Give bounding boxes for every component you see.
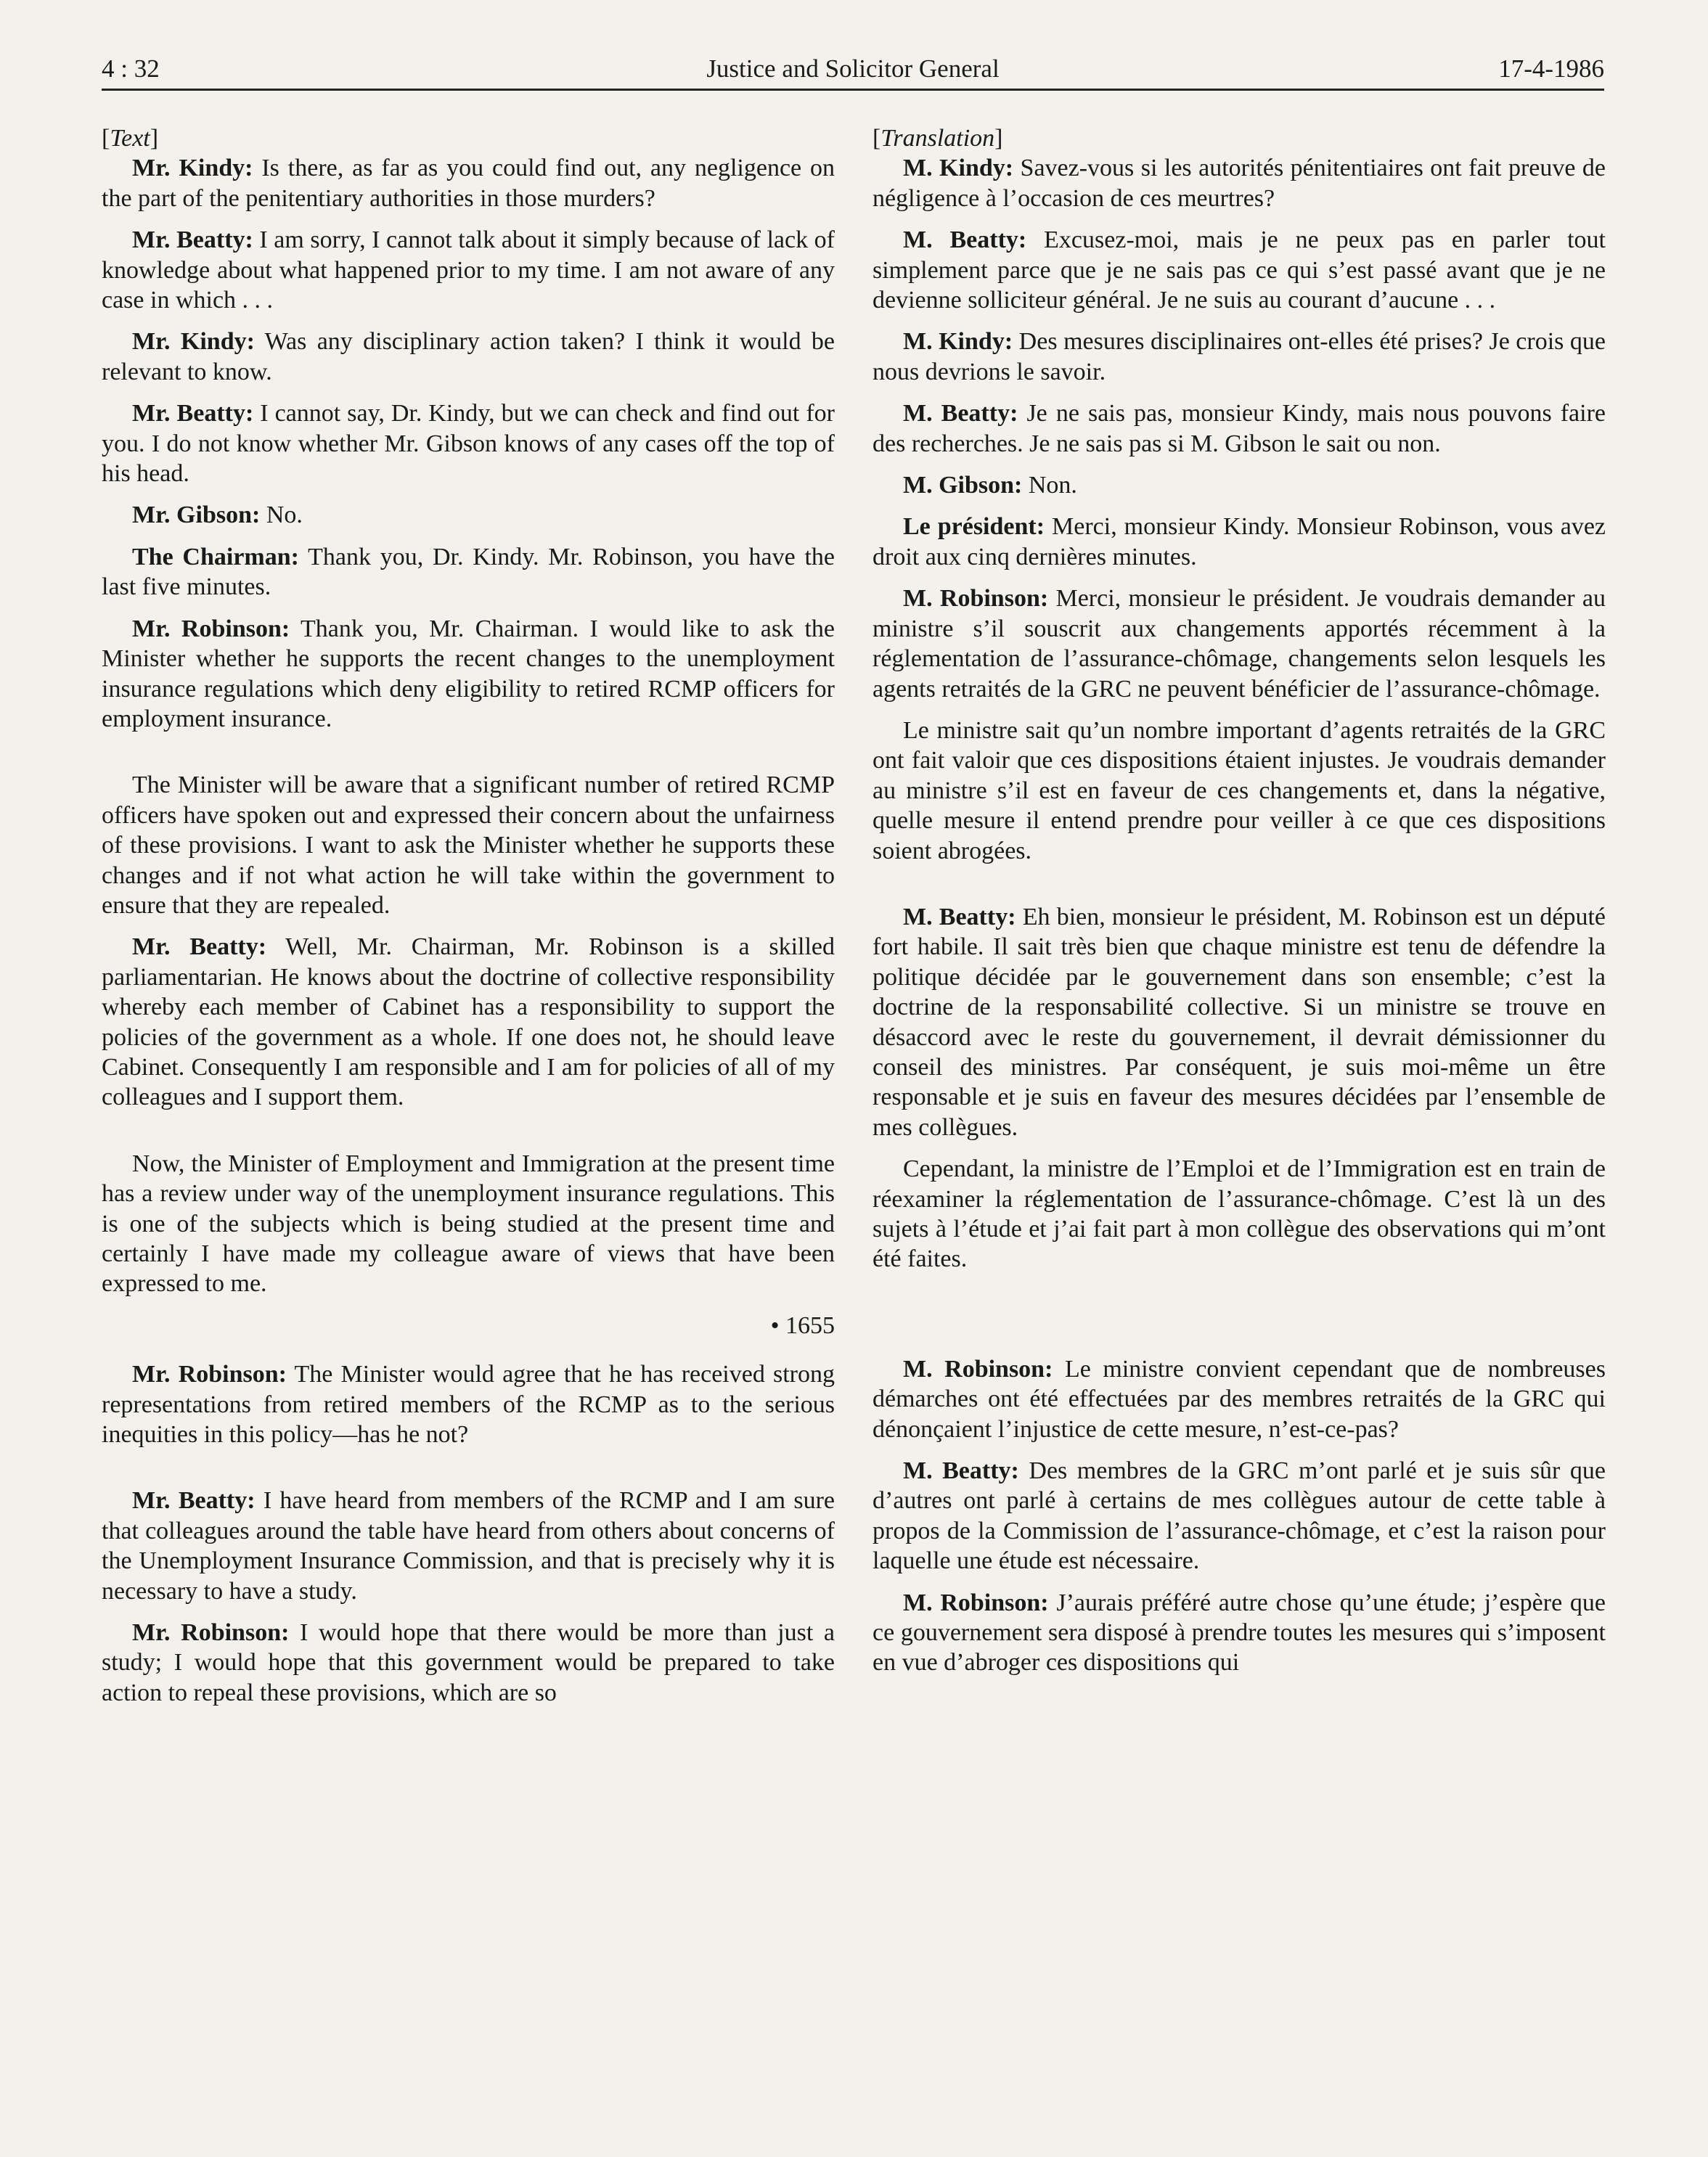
- paragraph: M. Beatty: Je ne sais pas, monsieur Kindy, mais nous pouvons faire des recherches. Je ne sais pas si M. Gibson le sait ou non.: [873, 400, 1606, 457]
- column-label: [Translation]: [873, 125, 1003, 152]
- speaker: M. Beatty:: [903, 1457, 1019, 1485]
- paragraph: M. Beatty: Des membres de la GRC m’ont parlé et je suis sûr que d’autres ont parlé à certains de mes collègues autour de cette table à propos de la Commission de l’assurance-chômage, et c’est la raison pour laquelle une étude est nécessaire.: [873, 1457, 1606, 1575]
- speaker: Mr. Beatty:: [132, 226, 253, 254]
- column-label: [Text]: [102, 125, 159, 152]
- paragraph: M. Robinson: Merci, monsieur le président. Je voudrais demander au ministre s’il souscrit aux changements apportés récemment à la réglementation de l’assurance-chômage, changements selon lesquels les agents retraités de la GRC ne peuvent bénéficier de l’assurance-chômage.: [873, 585, 1606, 703]
- paragraph: Mr. Beatty: I am sorry, I cannot talk about it simply because of lack of knowledge about what happened prior to my time. I am not aware of any case in which . . .: [102, 226, 835, 314]
- paragraph: M. Beatty: Excusez-moi, mais je ne peux pas en parler tout simplement parce que je ne sais pas ce qui s’est passé avant que je ne devienne solliciteur général. Je ne suis au courant d’aucune . . .: [873, 226, 1606, 314]
- speaker: Mr. Robinson:: [132, 615, 290, 642]
- speaker: Mr. Robinson:: [132, 1619, 290, 1647]
- paragraph: Cependant, la ministre de l’Emploi et de l’Immigration est en train de réexaminer la réglementation de l’assurance-chômage. C’est là un des sujets à l’étude et j’ai fait part à mon collègue des observations qui m’ont été faites.: [873, 1155, 1606, 1273]
- paragraph: The Minister will be aware that a significant number of retired RCMP officers have spoken out and expressed their concern about the unfairness of these provisions. I want to ask the Minister whether he supports these changes and if not what action he will take within the government to ensure that they are repealed.: [102, 771, 835, 919]
- paragraph: M. Robinson: Le ministre convient cependant que de nombreuses démarches ont été effectuées par des membres retraités de la GRC qui dénonçaient l’injustice de cette mesure, n’est-ce-pas?: [873, 1355, 1606, 1443]
- speaker: Mr. Robinson:: [132, 1361, 287, 1388]
- paragraph: Le ministre sait qu’un nombre important d’agents retraités de la GRC ont fait valoir que ces dispositions étaient injustes. Je voudrais demander au ministre s’il est en faveur de ces changements et, dans la négative, quelle mesure il entend prendre pour veiller à ce que ces dispositions soient abrogées.: [873, 716, 1606, 864]
- speaker: M. Robinson:: [903, 1355, 1053, 1383]
- speaker: M. Robinson:: [903, 1589, 1049, 1616]
- paragraph: Mr. Beatty: I have heard from members of the RCMP and I am sure that colleagues around the table have heard from others about concerns of the Unemployment Insurance Commission, and that is precisely why it is necessary to have a study.: [102, 1487, 835, 1605]
- speaker: M. Gibson:: [903, 472, 1023, 499]
- paragraph: Le président: Merci, monsieur Kindy. Monsieur Robinson, vous avez droit aux cinq dernières minutes.: [873, 513, 1606, 570]
- paragraph: M. Kindy: Savez-vous si les autorités pénitentiaires ont fait preuve de négligence à l’occasion de ces meurtres?: [873, 155, 1606, 212]
- english-column: [102, 123, 835, 1719]
- page-date: 17-4-1986: [1498, 54, 1604, 83]
- paragraph: Mr. Gibson: No.: [132, 502, 303, 529]
- paragraph: Mr. Robinson: I would hope that there would be more than just a study; I would hope that this government would be prepared to take action to repeal these provisions, which are so: [102, 1619, 835, 1706]
- speaker: M. Beatty:: [903, 226, 1027, 254]
- paragraph: Mr. Beatty: I cannot say, Dr. Kindy, but we can check and find out for you. I do not know whether Mr. Gibson knows of any cases off the top of his head.: [102, 400, 835, 488]
- speaker: Mr. Kindy:: [132, 328, 255, 356]
- paragraph: Mr. Kindy: Was any disciplinary action taken? I think it would be relevant to know.: [102, 328, 835, 385]
- paragraph: Mr. Robinson: The Minister would agree that he has received strong representations from retired members of the RCMP as to the serious inequities in this policy—has he not?: [102, 1361, 835, 1449]
- speaker: Mr. Beatty:: [132, 400, 254, 427]
- paragraph: M. Gibson: Non.: [903, 472, 1077, 499]
- page-header: [102, 49, 1604, 91]
- speaker: M. Beatty:: [903, 903, 1016, 930]
- speaker: Mr. Beatty:: [132, 933, 267, 961]
- speaker: Mr. Beatty:: [132, 1487, 256, 1515]
- paragraph: The Chairman: Thank you, Dr. Kindy. Mr. Robinson, you have the last five minutes.: [102, 543, 835, 601]
- speaker: M. Robinson:: [903, 585, 1049, 613]
- speaker: M. Beatty:: [903, 400, 1018, 427]
- paragraph: M. Kindy: Des mesures disciplinaires ont-elles été prises? Je crois que nous devrions le savoir.: [873, 328, 1606, 385]
- speaker: The Chairman:: [132, 543, 299, 570]
- page-title: Justice and Solicitor General: [706, 54, 1000, 83]
- paragraph: Mr. Beatty: Well, Mr. Chairman, Mr. Robinson is a skilled parliamentarian. He knows about the doctrine of collective responsibility whereby each member of Cabinet has a responsibility to support the policies of the government as a whole. If one does not, he should leave Cabinet. Consequently I am responsible and I am for policies of all of my colleagues and I support them.: [102, 933, 835, 1111]
- paragraph: Mr. Kindy: Is there, as far as you could find out, any negligence on the part of the penitentiary authorities in those murders?: [102, 155, 835, 212]
- paragraph: Now, the Minister of Employment and Immigration at the present time has a review under way of the unemployment insurance regulations. This is one of the subjects which is being studied at the present time and certainly I have made my colleague aware of views that have been expressed to me.: [102, 1150, 835, 1298]
- speaker: M. Kindy:: [903, 155, 1014, 182]
- paragraph: M. Robinson: J’aurais préféré autre chose qu’une étude; j’espère que ce gouvernement sera disposé à prendre toutes les mesures qui s’imposent en vue d’abroger ces dispositions qui: [873, 1589, 1606, 1677]
- page-number: 4 : 32: [102, 54, 160, 83]
- speaker: Mr. Gibson:: [132, 502, 261, 529]
- french-column: [873, 123, 1606, 1690]
- paragraph: M. Beatty: Eh bien, monsieur le président, M. Robinson est un député fort habile. Il sait très bien que chaque ministre est tenu de défendre la politique décidée par le gouvernement dans son ensemble; c’est la doctrine de la responsabilité collective. Si un ministre se trouve en désaccord avec le reste du gouvernement, il devrait démissionner du conseil des ministres. Par conséquent, je suis moi-même un être responsable et je suis en faveur des mesures décidées par l’ensemble de mes collègues.: [873, 903, 1606, 1141]
- paragraph: Mr. Robinson: Thank you, Mr. Chairman. I would like to ask the Minister whether he supports the recent changes to the unemployment insurance regulations which deny eligibility to retired RCMP officers for employment insurance.: [102, 615, 835, 732]
- speaker: Le président:: [903, 513, 1045, 541]
- speaker: M. Kindy:: [903, 328, 1013, 356]
- time-marker: • 1655: [770, 1311, 835, 1339]
- speaker: Mr. Kindy:: [132, 155, 253, 182]
